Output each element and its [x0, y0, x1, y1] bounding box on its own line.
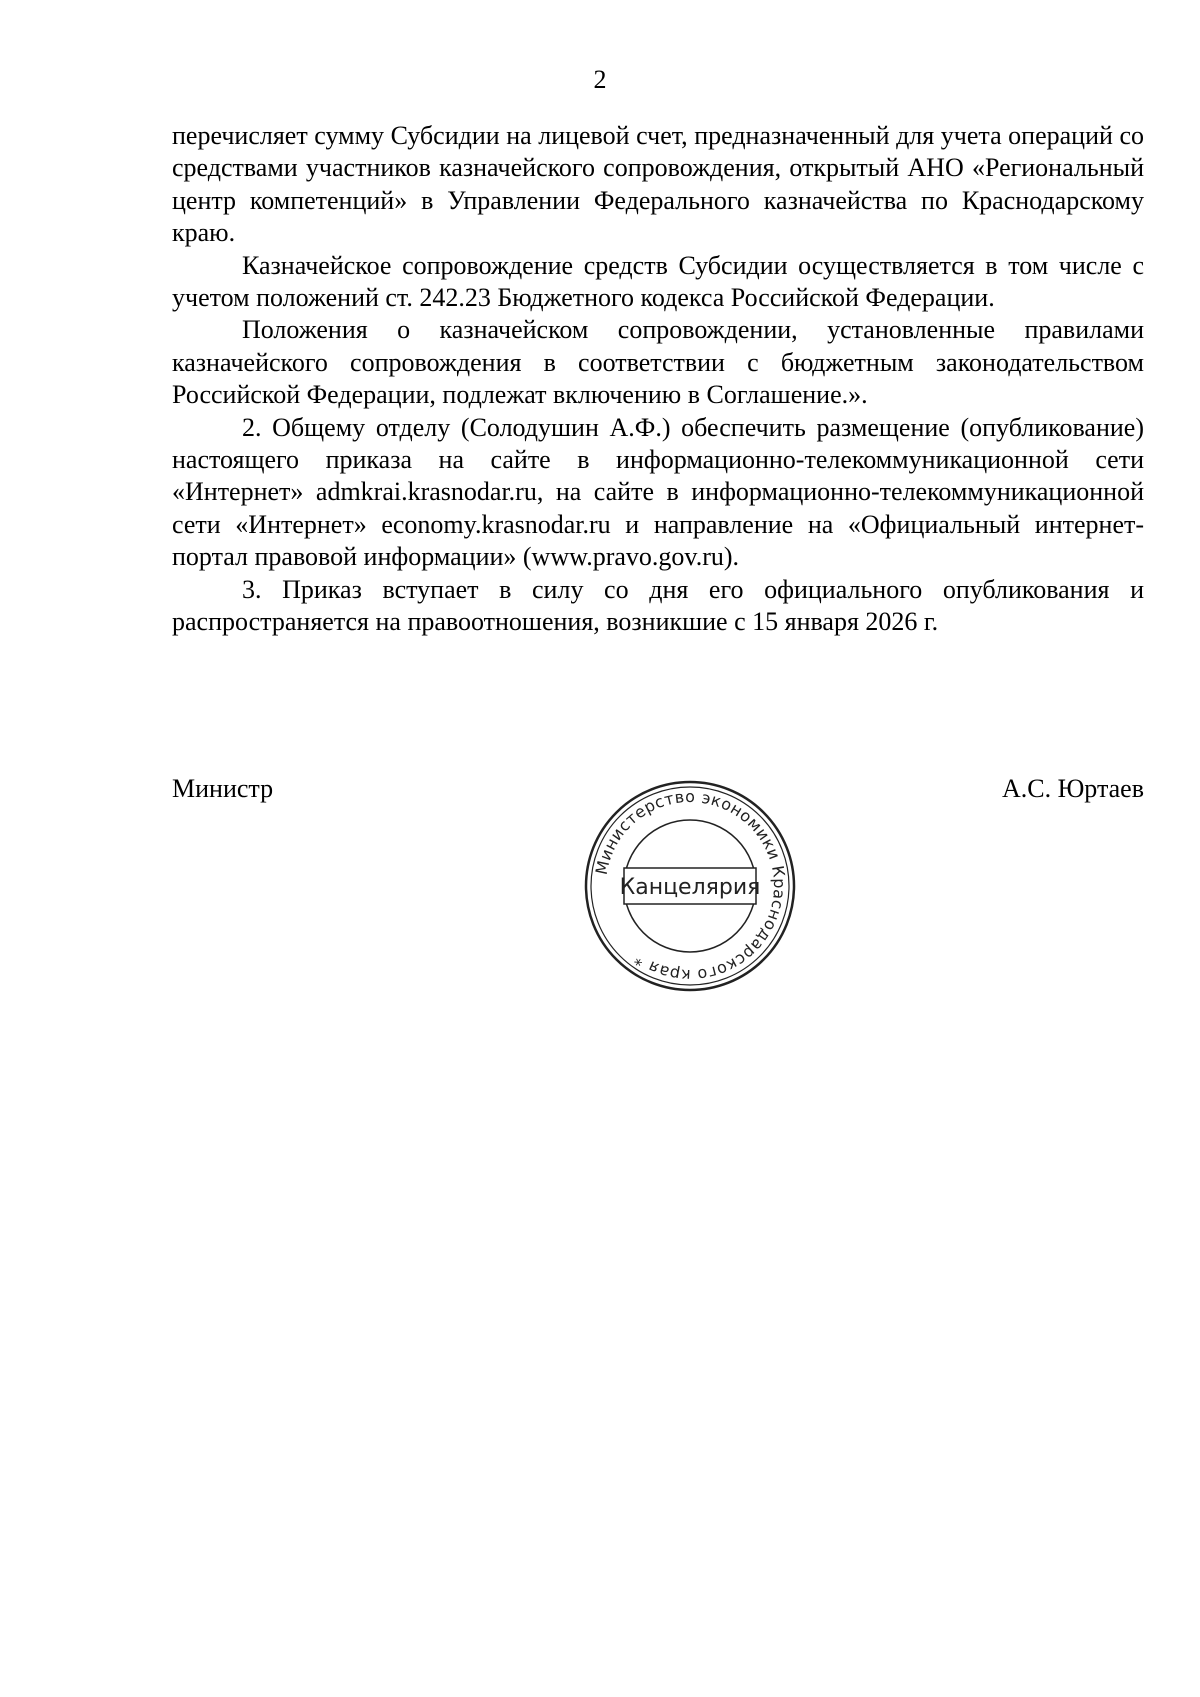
office-stamp	[580, 776, 800, 996]
signatory-position: Министр	[172, 774, 274, 803]
paragraph-treasury-provisions: Положения о казначейском сопровождении, установленные правилами казначейского сопровождения в соответствии с бюджетным законодательством Российской Федерации, подлежат включению в Соглашение.».	[172, 315, 1144, 410]
paragraph-treasury-support: Казначейское сопровождение средств Субсидии осуществляется в том числе с учетом положений ст. 242.23 Бюджетного кодекса Российской Федерации.	[172, 250, 1144, 313]
stamp-center-text: Канцелярия	[619, 875, 761, 900]
paragraph-effective-date: 3. Приказ вступает в силу со дня его официального опубликования и распространяется на правоотношения, возникшие с 15 января 2026 г.	[172, 574, 1144, 637]
page-number: 2	[593, 65, 607, 94]
signatory-name: А.С. Юртаев	[1001, 774, 1144, 803]
document-body	[172, 120, 1144, 639]
stamp-ring-text: Министерство экономики Краснодарского края *	[591, 786, 790, 986]
paragraph-publication-order: 2. Общему отделу (Солодушин А.Ф.) обеспечить размещение (опубликование) настоящего приказа на сайте в информационно-телекоммуникационной сети «Интернет» admkrai.krasnodar.ru, на сайте в информационно-телекоммуникационной сети «Интернет» economy.krasnodar.ru и направление на «Официальный интернет-портал правовой информации» (www.pravo.gov.ru).	[172, 412, 1144, 572]
paragraph-subsidy-transfer: перечисляет сумму Субсидии на лицевой счет, предназначенный для учета операций со средствами участников казначейского сопровождения, открытый АНО «Региональный центр компетенций» в Управлении Федерального казначейства по Краснодарскому краю.	[172, 121, 1144, 248]
